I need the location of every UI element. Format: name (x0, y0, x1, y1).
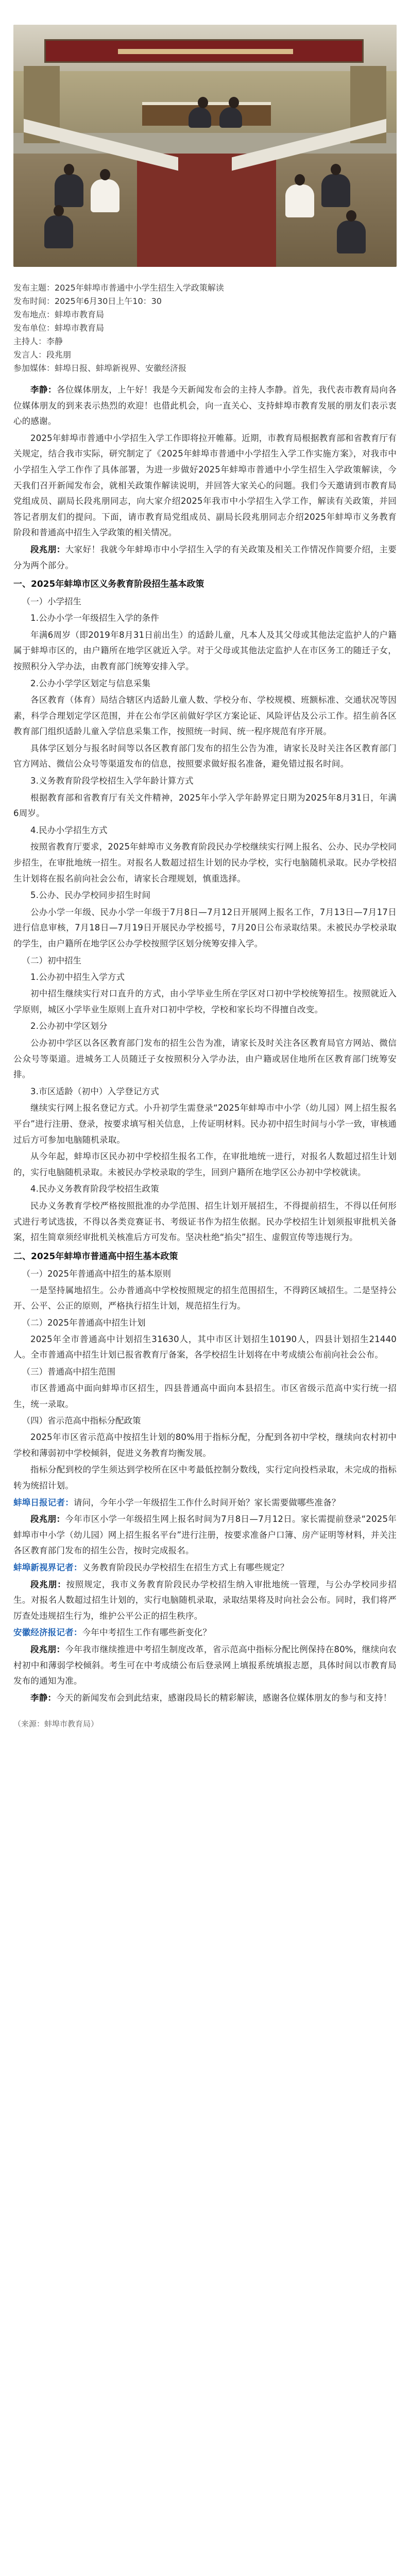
policy-item-head: 2.公办初中学区划分 (30, 1021, 108, 1031)
policy-item-text: 2025年市区省示范高中按招生计划的80%用于指标分配，分配到各初中学校，继续向农村初中学校和薄弱初中学校倾斜，促进义务教育均衡发展。 (13, 1432, 397, 1458)
policy-item-text: 具体学区划分与报名时间等以各区教育部门发布的招生公告为准，请家长及时关注各区教育部门官方网站、微信公众号等渠道发布的信息，按照要求做好报名准备，避免错过报名时间。 (13, 743, 397, 769)
release-org: 发布单位：蚌埠市教育局 (13, 323, 105, 333)
release-topic: 发布主题：2025年蚌埠市普通中小学生招生入学政策解读 (13, 283, 224, 293)
qa-answer: 段兆朋：按照规定，我市义务教育阶段民办学校招生纳入审批地统一管理，与公办学校同步招生。对报名人数超过招生计划的，实行电脑随机录取，录取结果将及时向社会公布。同时，我们将严厉查处违规招生行为，维护公平公正的招生秩序。 (13, 1579, 397, 1621)
media: 参加媒体：蚌埠日报、蚌埠新视界、安徽经济报 (13, 363, 187, 373)
subsection-heading: （一）2025年普通高中招生的基本原则 (22, 1268, 171, 1279)
qa-question: 蚌埠日报记者：请问，今年小学一年级招生工作什么时间开始？家长需要做哪些准备？ (13, 1497, 340, 1507)
subsection-heading: （二）初中招生 (22, 955, 81, 965)
policy-item-text: 公办小学一年级、民办小学一年级于7月8日—7月12日开展网上报名工作，7月13日—7月17日进行信息审核，7月18日—7月19日开展民办学校摇号，7月20日公布录取结果。未被民办学校录取的学生，由户籍所在地学区公办学校按照学区划分统筹安排入学。 (13, 907, 397, 948)
policy-item-head: 1.公办小学一年级招生入学的条件 (30, 613, 159, 623)
policy-item-head: 3.义务教育阶段学校招生入学年龄计算方式 (30, 776, 194, 786)
qa-answer: 段兆朋：今年我市继续推进中考招生制度改革，省示范高中指标分配比例保持在80%，继续向农村初中和薄弱学校倾斜。考生可在中考成绩公布后登录网上填报系统填报志愿，具体时间以市教育局发布的通知为准。 (13, 1644, 397, 1686)
policy-item-text: 初中招生继续实行对口直升的方式，由小学毕业生所在学区对口初中学校统筹招生。按照就近入学原则，城区小学毕业生原则上直升对口初中学校，学校和家长均不得擅自改变。 (13, 989, 397, 1014)
policy-item-head: 2.公办小学学区划定与信息采集 (30, 678, 151, 688)
policy-item-head: 4.民办义务教育阶段学校招生政策 (30, 1184, 159, 1194)
policy-item-text: 根据教育部和省教育厅有关文件精神，2025年小学入学年龄界定日期为2025年8月31日，年满6周岁。 (13, 792, 397, 819)
policy-item-head: 1.公办初中招生入学方式 (30, 972, 125, 982)
closing-paragraph: 李静：今天的新闻发布会到此结束，感谢段局长的精彩解读，感谢各位媒体朋友的参与和支持！ (30, 1692, 392, 1703)
policy-item-text: 按照省教育厅要求，2025年蚌埠市义务教育阶段民办学校继续实行网上报名、公办、民办学校同步招生，在审批地统一招生。对报名人数超过招生计划的民办学校，实行电脑随机录取。民办学校招生计划将在报名前向社会公布，请家长合理规划，慎重选择。 (13, 842, 397, 884)
policy-item-text: 民办义务教育学校严格按照批准的办学范围、招生计划开展招生，不得提前招生，不得以任何形式进行考试选拔，不得以各类竞赛证书、考级证书作为招生依据。民办学校招生计划须报审批机关备案，招生简章须经审批机关核准后方可发布。坚决杜绝“掐尖”招生、虚假宣传等违规行为。 (13, 1200, 397, 1243)
source-footer: （来源：蚌埠市教育局） (13, 1719, 99, 1729)
policy-item-head: 4.民办小学招生方式 (30, 825, 108, 835)
intro-paragraph: 段兆朋：大家好！我就今年蚌埠市中小学招生入学的有关政策及相关工作情况作简要介绍，主要分为两个部分。 (13, 544, 397, 570)
intro-paragraph: 2025年蚌埠市普通中小学招生入学工作即将拉开帷幕。近期，市教育局根据教育部和省教育厅有关规定，结合我市实际，研究制定了《2025年蚌埠市普通中小学招生入学工作实施方案》，对我市中小学招生入学工作作了具体部署，为进一步做好2025年蚌埠市普通中小学生招生入学政策解读，今天我们召开新闻发布会，就相关政策作解读说明，并回答大家关心的问题。我们今天邀请到市教育局党组成员、副局长段兆朋同志，向大家介绍2025年我市中小学招生入学工作，解读有关政策，并回答记者朋友们的提问。下面，请市教育局党组成员、副局长段兆朋同志介绍2025年蚌埠市义务教育阶段和普通高中招生入学政策的相关情况。 (13, 433, 397, 538)
subsection-heading: （一）小学招生 (22, 597, 81, 607)
release-meta (13, 281, 397, 375)
release-time: 发布时间：2025年6月30日上午10：30 (13, 296, 162, 306)
section-heading: 二、2025年蚌埠市普通高中招生基本政策 (13, 1251, 178, 1262)
subsection-heading: （二）2025年普通高中招生计划 (22, 1317, 146, 1328)
intro-paragraph: 李静：各位媒体朋友，上午好！我是今天新闻发布会的主持人李静。首先，我代表市教育局向各位媒体朋友的到来表示热烈的欢迎！也借此机会，向一直关心、支持蚌埠市教育发展的朋友们表示衷心的感谢。 (13, 385, 397, 427)
qa-question: 安徽经济报记者：今年中考招生工作有哪些新变化？ (13, 1628, 212, 1638)
policy-item-text: 指标分配到校的学生须达到学校所在区中考最低控制分数线，实行定向投档录取，未完成的指标转为统招计划。 (13, 1465, 397, 1491)
policy-item-text: 公办初中学区以各区教育部门发布的招生公告为准，请家长及时关注各区教育局官方网站、微信公众号等渠道。进城务工人员随迁子女按照积分入学办法，由户籍或居住地所在区教育部门统筹安排。 (13, 1038, 397, 1080)
qa-answer: 段兆朋：今年市区小学一年级招生网上报名时间为7月8日—7月12日。家长需提前登录“2025年蚌埠市中小学（幼儿园）网上招生报名平台”进行注册，按要求准备户口簿、房产证明等材料，并关注各区教育部门发布的招生公告，按时完成报名。 (13, 1514, 397, 1556)
qa-question: 蚌埠新视界记者：义务教育阶段民办学校招生在招生方式上有哪些规定？ (13, 1563, 289, 1572)
policy-item-text: 年满6周岁（即2019年8月31日前出生）的适龄儿童，凡本人及其父母或其他法定监护人的户籍属于蚌埠市区的，由户籍所在地学区就近入学。对于父母或其他法定监护人在市区务工的随迁子女，按照积分入学办法，由教育部门统筹安排入学。 (13, 630, 397, 671)
article-page (0, 25, 410, 1751)
policy-item-text: 从今年起，蚌埠市区民办初中学校招生报名工作，在审批地统一进行，对报名人数超过招生计划的，实行电脑随机录取。未被民办学校录取的学生，回到户籍所在地学区公办初中学校就读。 (13, 1151, 397, 1177)
release-place: 发布地点：蚌埠市教育局 (13, 310, 105, 319)
press-conference-photo (13, 25, 397, 267)
subsection-heading: （三）普通高中招生范围 (22, 1367, 115, 1377)
policy-item-text: 一是坚持属地招生。公办普通高中学校按照规定的招生范围招生，不得跨区域招生。二是坚持公开、公平、公正的原则，严格执行招生计划，规范招生行为。 (13, 1285, 397, 1311)
policy-item-head: 3.市区适龄（初中）入学登记方式 (30, 1086, 159, 1096)
policy-item-text: 各区教育（体育）局结合辖区内适龄儿童人数、学校分布、学校规模、班额标准、交通状况等因素，科学合理划定学区范围，并在公布学区前做好学区方案论证、风险评估及公示工作。招生前各区教育部门组织适龄儿童入学信息采集工作，按照统一时间、统一程序规范有序开展。 (13, 695, 397, 737)
policy-item-text: 2025年全市普通高中计划招生31630人，其中市区计划招生10190人，四县计划招生21440人。全市普通高中招生计划已报省教育厅备案，各学校招生计划将在中考成绩公布前向社会公布。 (13, 1334, 397, 1360)
subsection-heading: （四）省示范高中指标分配政策 (22, 1416, 141, 1426)
policy-item-head: 5.公办、民办学校同步招生时间 (30, 890, 151, 901)
section-heading: 一、2025年蚌埠市区义务教育阶段招生基本政策 (13, 579, 204, 590)
speaker: 发言人：段兆朋 (13, 350, 72, 360)
host: 主持人：李静 (13, 336, 63, 346)
policy-item-text: 继续实行网上报名登记方式。小升初学生需登录“2025年蚌埠市中小学（幼儿园）网上招生报名平台”进行注册、登录，按要求填写相关信息，上传证明材料。民办初中招生时间与小学一致，审核通过后方可参加电脑随机录取。 (13, 1103, 397, 1145)
policy-item-text: 市区普通高中面向蚌埠市区招生，四县普通高中面向本县招生。市区省级示范高中实行统一招生，统一录取。 (13, 1383, 397, 1409)
